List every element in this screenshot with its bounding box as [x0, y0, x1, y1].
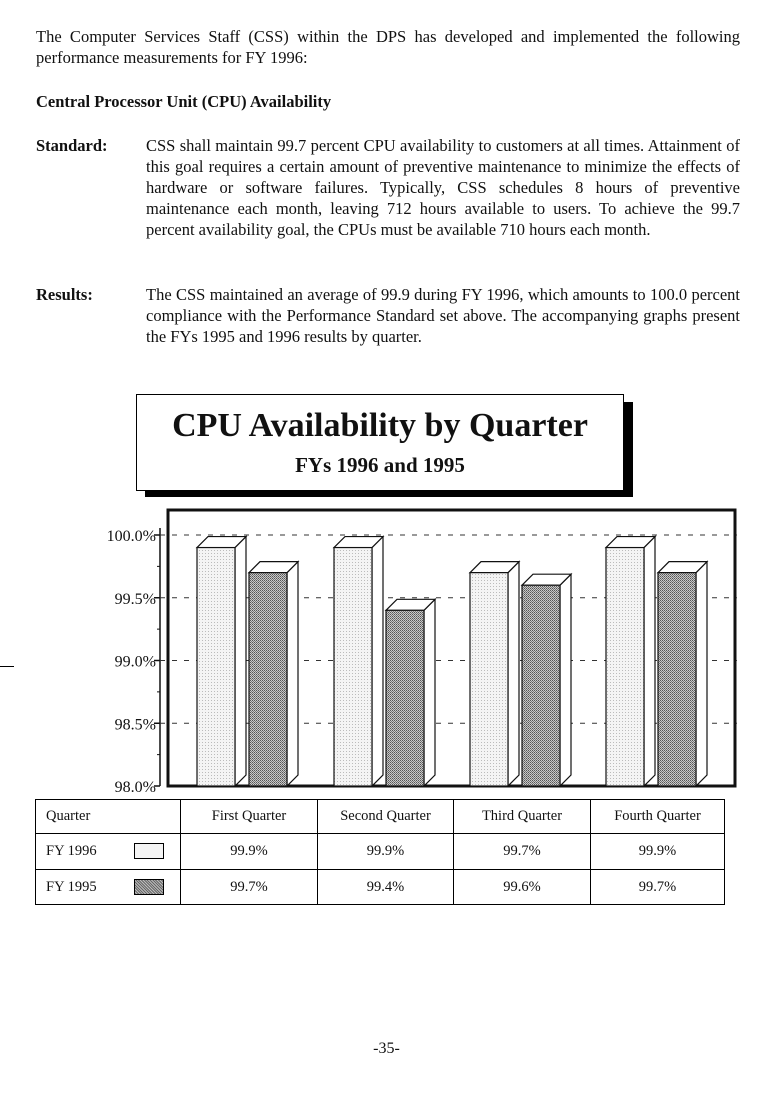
- bar-fy1995-q1: [249, 562, 298, 786]
- y-tick-label: 99.0%: [114, 653, 156, 671]
- chart-title: CPU Availability by Quarter: [172, 407, 588, 444]
- bar-fy1996-q1: [197, 537, 246, 786]
- table-cell-fy1996-q2: 99.9%: [317, 833, 453, 869]
- bar-fy1995-q2: [386, 599, 435, 786]
- table-row-label-fy1995: FY 1995: [35, 869, 180, 905]
- intro-paragraph: The Computer Services Staff (CSS) within the DPS has developed and implemented the following performance measurements for FY 1996:: [36, 27, 740, 67]
- legend-swatch-fy1995: [134, 879, 164, 895]
- bar-fy1996-q3: [470, 562, 519, 786]
- bar-fy1995-q4: [658, 562, 707, 786]
- table-cell-fy1995-q1: 99.7%: [180, 869, 317, 905]
- results-label: Results:: [36, 285, 93, 304]
- page-number: -35-: [373, 1040, 400, 1057]
- table-header-q4: Fourth Quarter: [590, 799, 725, 833]
- table-row-label-fy1996: FY 1996: [35, 833, 180, 869]
- bar-fy1996-q4: [606, 537, 655, 786]
- bar-fy1995-q3: [522, 574, 571, 786]
- table-cell-fy1995-q3: 99.6%: [453, 869, 590, 905]
- bar-fy1996-q2: [334, 537, 383, 786]
- table-cell-fy1995-q2: 99.4%: [317, 869, 453, 905]
- legend-swatch-fy1996: [134, 843, 164, 859]
- section-heading: Central Processor Unit (CPU) Availability: [36, 92, 332, 111]
- y-tick-label: 98.0%: [114, 779, 156, 796]
- table-header-quarter: Quarter: [35, 799, 180, 833]
- table-cell-fy1996-q4: 99.9%: [590, 833, 725, 869]
- table-header-q2: Second Quarter: [317, 799, 453, 833]
- y-tick-label: 99.5%: [114, 590, 156, 608]
- chart-subtitle: FYs 1996 and 1995: [295, 453, 465, 477]
- y-tick-label: 100.0%: [106, 528, 156, 545]
- table-cell-fy1996-q1: 99.9%: [180, 833, 317, 869]
- results-text: The CSS maintained an average of 99.9 during FY 1996, which amounts to 100.0 percent compliance with the Performance Standard set above. The accompanying graphs present the FYs 1995 and 1996 results by quarter.: [146, 285, 740, 346]
- standard-label: Standard:: [36, 136, 108, 155]
- standard-text: CSS shall maintain 99.7 percent CPU availability to customers at all times. Attainment of this goal requires a certain amount of preventive maintenance to minimize the effects of hardware or software failures. Typically, CSS schedules 8 hours of preventive maintenance each month, leaving 712 hours available to users. To achieve the 99.7 percent availability goal, the CPUs must be available 710 hours each month.: [146, 136, 740, 239]
- table-header-q3: Third Quarter: [453, 799, 590, 833]
- table-header-q1: First Quarter: [180, 799, 317, 833]
- table-cell-fy1995-q4: 99.7%: [590, 869, 725, 905]
- data-table: [35, 799, 725, 905]
- table-cell-fy1996-q3: 99.7%: [453, 833, 590, 869]
- y-tick-label: 98.5%: [114, 716, 156, 734]
